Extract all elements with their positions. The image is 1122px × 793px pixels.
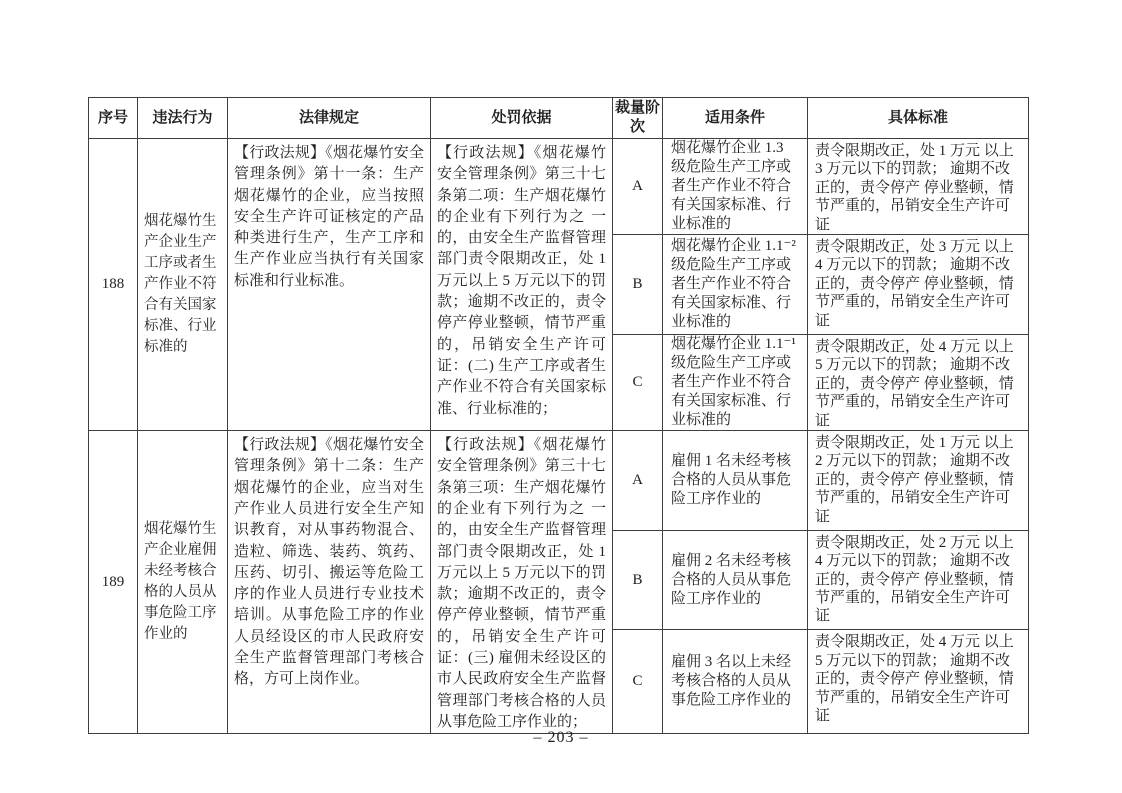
seq-number-cell: 188	[89, 139, 138, 431]
penalty-basis-cell: 【行政法规】《烟花爆竹安全管理条例》第三十七条第三项：生产烟花爆竹的企业有下列行为之 一的，由安全生产监督管理部门责令限期改正，处 1 万元以上 5 万元以下的罚款；逾期不改正的，责令停产停业整顿，情节严重的，吊销安全生产许可证：(三) 雇佣未经设区的市人民政府安全生产监督管理部门考核合格的人员从事危险工序作业的；	[431, 431, 613, 734]
penalty-basis-cell: 【行政法规】《烟花爆竹安全管理条例》第三十七条第二项：生产烟花爆竹的企业有下列行为之 一的，由安全生产监督管理部门责令限期改正，处 1 万元以上 5 万元以下的罚款；逾期不改正的，责令停产停业整顿，情节严重的，吊销安全生产许可证：(二) 生产工序或者生产作业不符合有关国家标准、行业标准的；	[431, 139, 613, 431]
standard-cell: 责令限期改正，处 2 万元 以上 4 万元以下的罚款； 逾期不改正的，责令停产 停业整顿，情节严重的，吊销安全生产许可证	[808, 530, 1029, 630]
tier-grade-cell: A	[613, 139, 663, 235]
table-row-189-tier-a	[89, 431, 1029, 531]
legal-provision-cell: 【行政法规】《烟花爆竹安全管理条例》第十二条：生产烟花爆竹的企业，应当对生产作业人员进行安全生产知识教育，对从事药物混合、造粒、筛选、装药、筑药、压药、切引、搬运等危险工序的作业人员进行专业技术培训。从事危险工序的作业人员经设区的市人民政府安全生产监督管理部门考核合格，方可上岗作业。	[228, 431, 431, 734]
table-header-row	[89, 98, 1029, 139]
condition-cell: 烟花爆竹企业 1.1⁻¹级危险生产工序或者生产作业不符合有关国家标准、行业标准的	[663, 335, 808, 431]
condition-cell: 烟花爆竹企业 1.1⁻²级危险生产工序或者生产作业不符合有关国家标准、行业标准的	[663, 235, 808, 335]
standard-cell: 责令限期改正，处 1 万元 以上 3 万元以下的罚款； 逾期不改正的，责令停产 停业整顿，情节严重的，吊销安全生产许可证	[808, 139, 1029, 235]
tier-grade-cell: B	[613, 530, 663, 630]
violation-cell: 烟花爆竹生产企业雇佣未经考核合格的人员从事危险工序作业的	[138, 431, 228, 734]
header-applicable-condition: 适用条件	[663, 98, 808, 139]
header-seq-number: 序号	[89, 98, 138, 139]
tier-grade-cell: C	[613, 335, 663, 431]
header-violation: 违法行为	[138, 98, 228, 139]
header-specific-standard: 具体标准	[808, 98, 1029, 139]
tier-grade-cell: A	[613, 431, 663, 531]
standard-cell: 责令限期改正，处 4 万元 以上 5 万元以下的罚款； 逾期不改正的，责令停产 停业整顿，情节严重的，吊销安全生产许可证	[808, 630, 1029, 734]
page-number: – 203 –	[533, 729, 589, 746]
standard-cell: 责令限期改正，处 3 万元 以上 4 万元以下的罚款； 逾期不改正的，责令停产 停业整顿，情节严重的，吊销安全生产许可证	[808, 235, 1029, 335]
table-row-188-tier-a	[89, 139, 1029, 235]
violation-cell: 烟花爆竹生产企业生产工序或者生产作业不符合有关国家标准、行业标准的	[138, 139, 228, 431]
standard-cell: 责令限期改正，处 1 万元 以上 2 万元以下的罚款； 逾期不改正的，责令停产 停业整顿，情节严重的，吊销安全生产许可证	[808, 431, 1029, 531]
condition-cell: 雇佣 3 名以上未经考核合格的人员从事危险工序作业的	[663, 630, 808, 734]
header-penalty-basis: 处罚依据	[431, 98, 613, 139]
header-legal-provision: 法律规定	[228, 98, 431, 139]
tier-grade-cell: B	[613, 235, 663, 335]
standard-cell: 责令限期改正，处 4 万元 以上 5 万元以下的罚款； 逾期不改正的，责令停产 停业整顿，情节严重的，吊销安全生产许可证	[808, 335, 1029, 431]
condition-cell: 烟花爆竹企业 1.3 级危险生产工序或者生产作业不符合有关国家标准、行业标准的	[663, 139, 808, 235]
header-discretion-tier: 裁量阶次	[613, 98, 663, 139]
legal-provision-cell: 【行政法规】《烟花爆竹安全管理条例》第十一条：生产烟花爆竹的企业，应当按照安全生产许可证核定的产品种类进行生产，生产工序和生产作业应当执行有关国家标准和行业标准。	[228, 139, 431, 431]
condition-cell: 雇佣 2 名未经考核合格的人员从事危险工序作业的	[663, 530, 808, 630]
tier-grade-cell: C	[613, 630, 663, 734]
condition-cell: 雇佣 1 名未经考核合格的人员从事危险工序作业的	[663, 431, 808, 531]
penalty-discretion-table	[88, 97, 1029, 734]
seq-number-cell: 189	[89, 431, 138, 734]
